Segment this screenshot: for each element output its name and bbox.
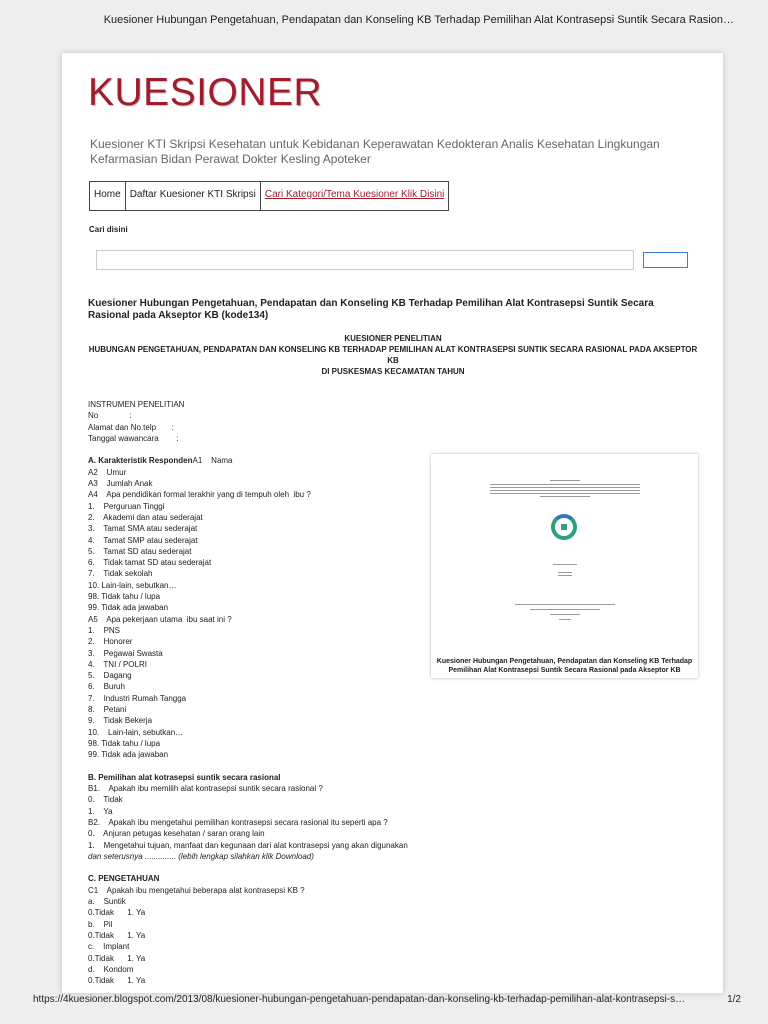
body-line: Alamat dan No.telp : [88, 422, 174, 432]
body-line: 1. Mengetahui tujuan, manfaat dan kegunaan dari alat kontrasepsi yang akan digunakan [88, 840, 408, 850]
body-line: A5 Apa pekerjaan utama ibu saat ini ? [88, 614, 232, 624]
body-line: B2. Apakah ibu mengetahui pemilihan kontrasepsi secara rasional itu seperti apa ? [88, 817, 388, 827]
body-line: 0. Tidak [88, 795, 123, 805]
body-line: 10. Lain-lain, sebutkan… [88, 727, 184, 737]
body-line: 5. Dagang [88, 671, 132, 681]
body-line: INSTRUMEN PENELITIAN [88, 400, 185, 409]
body-line: 8. Petani [88, 705, 127, 715]
section-c-list [88, 885, 438, 987]
section-a-title: A. Karakteristik Responden [88, 456, 193, 466]
body-line: 7. Tidak sekolah [88, 569, 153, 579]
body-line: A4 Apa pendidikan formal terakhir yang di tempuh oleh ibu ? [88, 490, 311, 500]
body-line: A2 Umur [88, 467, 127, 477]
body-line: d. Kondom [88, 964, 134, 974]
header-line: DI PUSKESMAS KECAMATAN TAHUN [321, 367, 465, 376]
blog-title[interactable]: KUESIONER [88, 71, 323, 114]
questionnaire-header [88, 333, 698, 377]
body-line: B1. Apakah ibu memilih alat kontrasepsi suntik secara rasional ? [88, 784, 323, 794]
page-number: 1/2 [727, 994, 741, 1005]
section-b-title: B. Pemilihan alat kotrasepsi suntik secara rasional [88, 772, 281, 782]
body-line: 10. Lain-lain, sebutkan… [88, 580, 177, 590]
body-line: 1. PNS [88, 625, 121, 635]
body-line: 0.Tidak 1. Ya [88, 953, 146, 963]
body-line: A3 Jumlah Anak [88, 479, 153, 489]
body-line: 1. Perguruan Tinggi [88, 501, 165, 511]
header-line: KUESIONER PENELITIAN [344, 334, 442, 343]
footer-url: https://4kuesioner.blogspot.com/2013/08/kuesioner-hubungan-pengetahuan-pendapatan-dan-konseling-kb-terhadap-pemilihan-alat-kontrasepsi-s… [33, 994, 686, 1005]
header-line: HUBUNGAN PENGETAHUAN, PENDAPATAN DAN KONSELING KB TERHADAP PEMILIHAN ALAT KONTRASEPSI SUNTIK SECARA RASIONAL PADA AKSEPTOR KB [88, 345, 698, 365]
body-line: 4. TNI / POLRI [88, 659, 147, 669]
search-input[interactable] [96, 250, 634, 270]
nav-daftar-link[interactable]: Daftar Kuesioner KTI Skripsi [126, 182, 261, 210]
body-line: a. Suntik [88, 897, 126, 907]
body-line: 6. Tidak tamat SD atau sederajat [88, 558, 212, 568]
nav-bar [89, 181, 449, 211]
body-line: 9. Tidak Bekerja [88, 716, 153, 726]
body-line: 3. Pegawai Swasta [88, 648, 163, 658]
body-line: 4. Tamat SMP atau sederajat [88, 535, 198, 545]
body-line: 0.Tidak 1. Ya [88, 908, 146, 918]
body-line: 5. Tamat SD atau sederajat [88, 546, 192, 556]
section-c-title: C. PENGETAHUAN [88, 874, 160, 884]
nav-kategori-link[interactable]: Cari Kategori/Tema Kuesioner Klik Disini [264, 189, 445, 200]
blog-page [62, 53, 723, 993]
body-line: 99. Tidak ada jawaban [88, 750, 169, 760]
body-line: 2. Akademi dan atau sederajat [88, 512, 203, 522]
search-label: Cari disini [89, 225, 128, 234]
body-line: 0.Tidak 1. Ya [88, 976, 146, 986]
body-line: 99. Tidak ada jawaban [88, 603, 169, 613]
body-line: 6. Buruh [88, 682, 125, 692]
section-b-list [88, 783, 438, 851]
blog-description: Kuesioner KTI Skripsi Kesehatan untuk Kebidanan Keperawatan Kedokteran Analis Kesehatan Lingkungan Kefarmasian Bidan Perawat Dokter Kesling Apoteker [90, 137, 660, 166]
document-thumbnail[interactable] [431, 454, 698, 678]
section-a-list [88, 467, 438, 761]
nav-home-link[interactable]: Home [90, 182, 126, 210]
body-line: 0.Tidak 1. Ya [88, 930, 146, 940]
body-line: 0. Anjuran petugas kesehatan / saran orang lain [88, 829, 265, 839]
university-logo-icon [551, 514, 577, 540]
body-line: C1 Apakah ibu mengetahui beberapa alat kontrasepsi KB ? [88, 885, 305, 895]
section-a-heading [88, 455, 438, 466]
body-line: 98. Tidak tahu / lupa [88, 738, 161, 748]
body-line: 7. Industri Rumah Tangga [88, 693, 187, 703]
section-a-first: A1 Nama [192, 456, 233, 466]
post-body [88, 399, 438, 986]
body-line: Tanggal wawancara : [88, 433, 179, 443]
body-line: No : [88, 411, 132, 421]
body-line: c. Implant [88, 942, 130, 952]
body-line: 3. Tamat SMA atau sederajat [88, 524, 198, 534]
body-line: 1. Ya [88, 806, 113, 816]
thumbnail-caption: Kuesioner Hubungan Pengetahuan, Pendapatan dan Konseling KB Terhadap Pemilihan Alat Kontrasepsi Suntik Secara Rasional pada Akseptor KB [436, 658, 693, 674]
post-title[interactable]: Kuesioner Hubungan Pengetahuan, Pendapatan dan Konseling KB Terhadap Pemilihan Alat Kontrasepsi Suntik Secara Rasional pada Akseptor KB (kode134) [88, 298, 654, 321]
body-line: 98. Tidak tahu / lupa [88, 592, 161, 602]
body-line: 2. Honorer [88, 637, 133, 647]
section-b-more: dan seterusnya .............. (lebih lengkap silahkan klik Download) [88, 851, 314, 861]
print-header-title: Kuesioner Hubungan Pengetahuan, Pendapatan dan Konseling KB Terhadap Pemilihan Alat Kontrasepsi Suntik Secara Rasion… [103, 14, 734, 26]
search-button[interactable] [643, 252, 688, 268]
body-line: b. Pil [88, 919, 113, 929]
